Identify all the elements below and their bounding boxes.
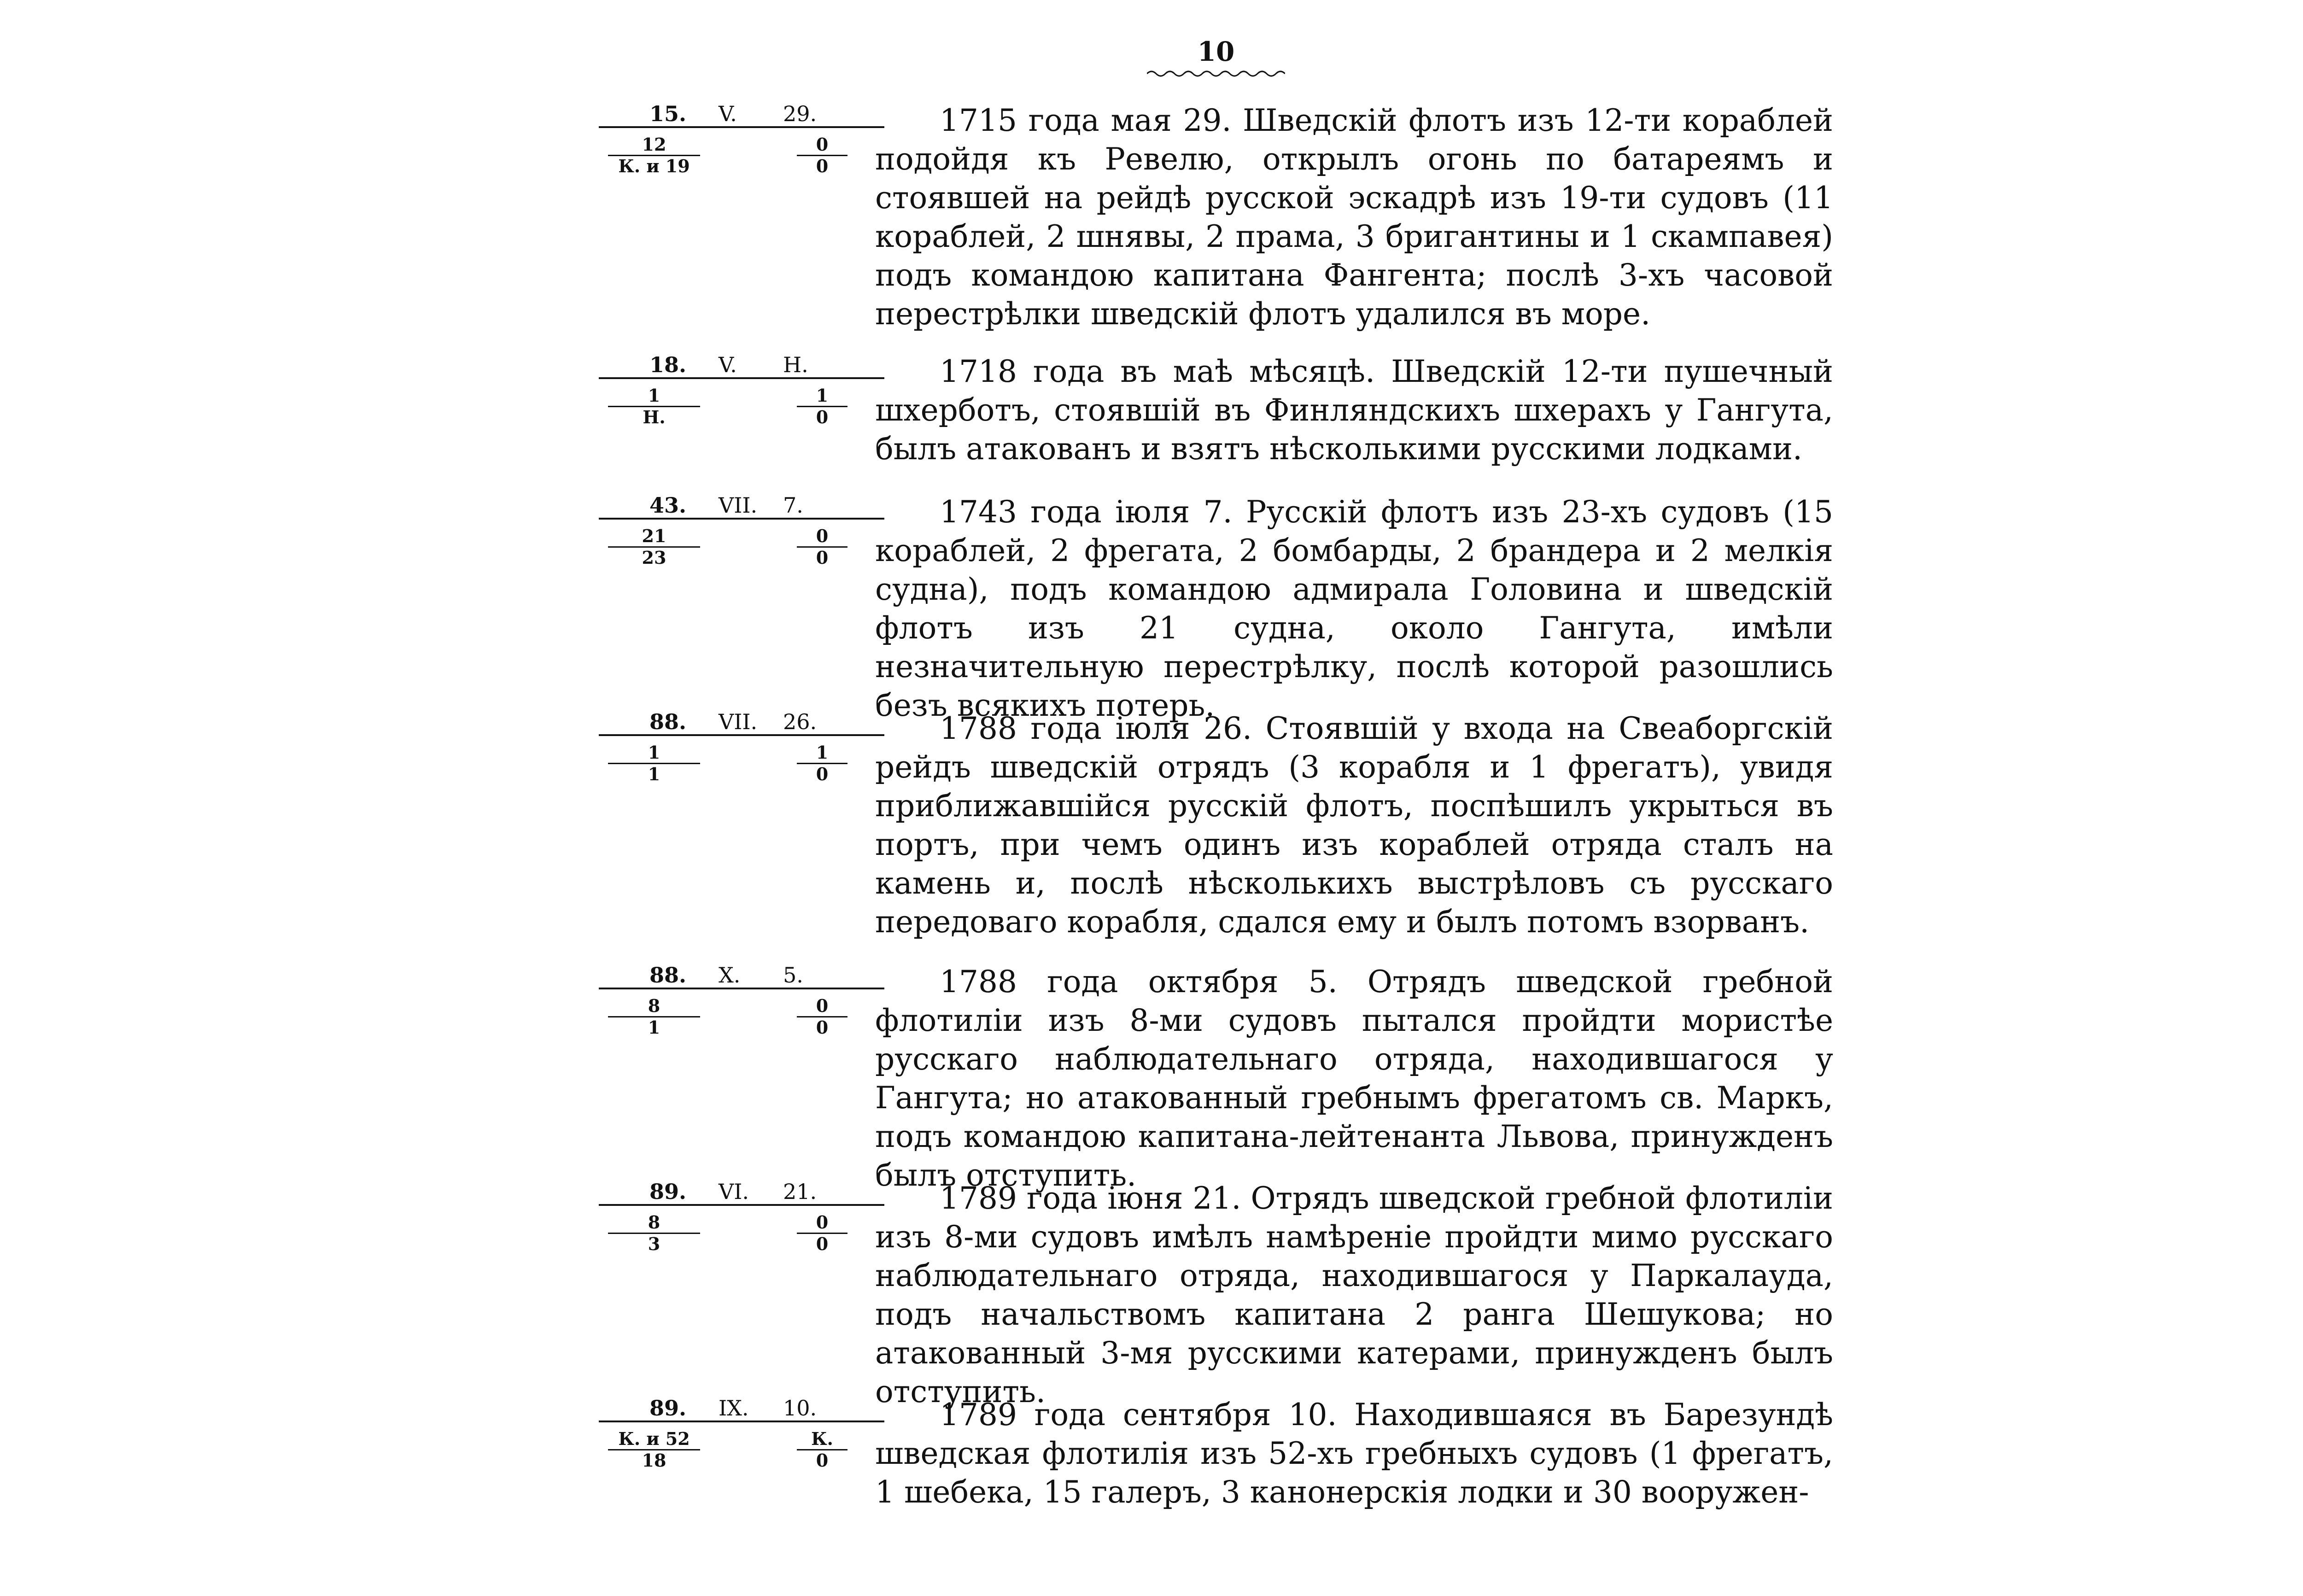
margin-date [599, 101, 884, 128]
margin-note [599, 352, 884, 427]
margin-date [599, 493, 884, 520]
margin-date [599, 709, 884, 736]
entry-paragraph: 1788 года іюля 26. Стоявшій у входа на Свеаборгскій рейдъ шведскій отрядъ (3 корабля и 1 фрегатъ), увидя приближавшійся русскій флотъ, поспѣшилъ укрыться въ портъ, при чемъ одинъ изъ кораблей отряда сталъ на камень и, послѣ нѣсколькихъ выстрѣловъ съ русскаго передоваго корабля, сдался ему и былъ потомъ взорванъ. [875, 711, 1833, 940]
margin-note [599, 101, 884, 176]
russian-fraction: $\frac{0}{0}$ [797, 135, 848, 175]
russian-fraction: $\frac{0}{0}$ [797, 997, 848, 1037]
entry-paragraph: 1788 года октября 5. Отрядъ шведской гребной флотиліи изъ 8-ми судовъ пытался пройдти мористѣе русскаго наблюдательнаго отряда, находившагося у Гангута; но атакованный гребнымъ фрегатомъ св. Маркъ, подъ командою капитана-лейтенанта Львова, принужденъ былъ отступить. [875, 964, 1833, 1193]
margin-note [599, 1179, 884, 1254]
margin-date-year: 15. [649, 101, 687, 126]
margin-date-day: 21. [783, 1179, 817, 1204]
margin-date-month: V. [719, 101, 737, 126]
russian-fraction: К. 0 [797, 1430, 848, 1470]
entry-paragraph: 1715 года мая 29. Шведскій флотъ изъ 12-ти кораблей подойдя къ Ревелю, открылъ огонь по батареямъ и стоявшей на рейдѣ русской эскадрѣ изъ 19-ти судовъ (11 кораблей, 2 шнявы, 2 прама, 3 бригантины и 1 скампавея) подъ командою капитана Фангента; послѣ 3-хъ часовой перестрѣлки шведскій флотъ удалился въ море. [875, 103, 1833, 332]
swedish-fraction: 12 К. и 19 [608, 135, 700, 175]
swedish-fraction: $\frac{8}{1}$ [608, 997, 700, 1037]
margin-date-month: VI. [719, 1179, 749, 1204]
swedish-fraction: К. и 52 18 [608, 1430, 700, 1470]
margin-date-day: Н. [783, 352, 808, 377]
margin-date-day: 29. [783, 101, 817, 126]
margin-date-day: 5. [783, 963, 803, 988]
entry-paragraph: 1789 года сентября 10. Находившаяся въ Барезундѣ шведская флотилія изъ 52-хъ гребныхъ судовъ (1 фрегатъ, 1 шебека, 15 галеръ, 3 канонерскія лодки и 30 вооружен- [875, 1397, 1833, 1510]
entry-paragraph: 1718 года въ маѣ мѣсяцѣ. Шведскій 12-ти пушечный шхерботъ, стоявшій въ Финляндскихъ шхерахъ у Гангута, былъ атакованъ и взятъ нѣсколькими русскими лодками. [875, 354, 1833, 467]
margin-date [599, 963, 884, 989]
margin-note [599, 709, 884, 784]
margin-note [599, 493, 884, 568]
margin-date-month: IX. [719, 1396, 749, 1421]
margin-date-day: 7. [783, 493, 803, 518]
margin-date-year: 89. [649, 1396, 687, 1421]
swedish-fraction: $\frac{1}{1}$ [608, 743, 700, 783]
swedish-fraction: $\frac{8}{3}$ [608, 1213, 700, 1253]
page-number-wavy-underline [1147, 68, 1285, 79]
margin-date-month: VII. [719, 709, 758, 734]
margin-date [599, 352, 884, 379]
margin-date-month: X. [719, 963, 741, 988]
swedish-fraction: 1 Н. [608, 386, 700, 427]
margin-date-year: 88. [649, 963, 687, 988]
margin-note [599, 963, 884, 1038]
margin-date-year: 43. [649, 493, 687, 518]
entry-paragraph: 1743 года іюля 7. Русскій флотъ изъ 23-хъ судовъ (15 кораблей, 2 фрегата, 2 бомбарды, 2 брандера и 2 мелкія судна), подъ командою адмирала Головина и шведскій флотъ изъ 21 судна, около Гангута, имѣли незначительную перестрѣлку, послѣ которой разошлись безъ всякихъ потерь. [875, 494, 1833, 723]
russian-fraction: $\frac{0}{0}$ [797, 1213, 848, 1253]
margin-date-year: 89. [649, 1179, 687, 1204]
swedish-fraction: $\frac{21}{23}$ [608, 527, 700, 567]
margin-date-day: 10. [783, 1396, 817, 1421]
margin-note [599, 1396, 884, 1471]
russian-fraction: $\frac{0}{0}$ [797, 527, 848, 567]
margin-date [599, 1396, 884, 1422]
russian-fraction: $\frac{1}{0}$ [797, 743, 848, 783]
margin-date-day: 26. [783, 709, 817, 734]
page-number: 10 [1197, 36, 1235, 67]
margin-date-month: VII. [719, 493, 758, 518]
margin-date-month: V. [719, 352, 737, 377]
margin-date-year: 88. [649, 709, 687, 734]
russian-fraction: $\frac{1}{0}$ [797, 386, 848, 427]
entry-paragraph: 1789 года іюня 21. Отрядъ шведской гребной флотиліи изъ 8-ми судовъ имѣлъ намѣреніе пройдти мимо русскаго наблюдательнаго отряда, находившагося у Паркалауда, подъ начальствомъ капитана 2 ранга Шешукова; но атакованный 3-мя русскими катерами, принужденъ былъ отступить. [875, 1181, 1833, 1409]
margin-date-year: 18. [649, 352, 687, 377]
margin-date [599, 1179, 884, 1206]
